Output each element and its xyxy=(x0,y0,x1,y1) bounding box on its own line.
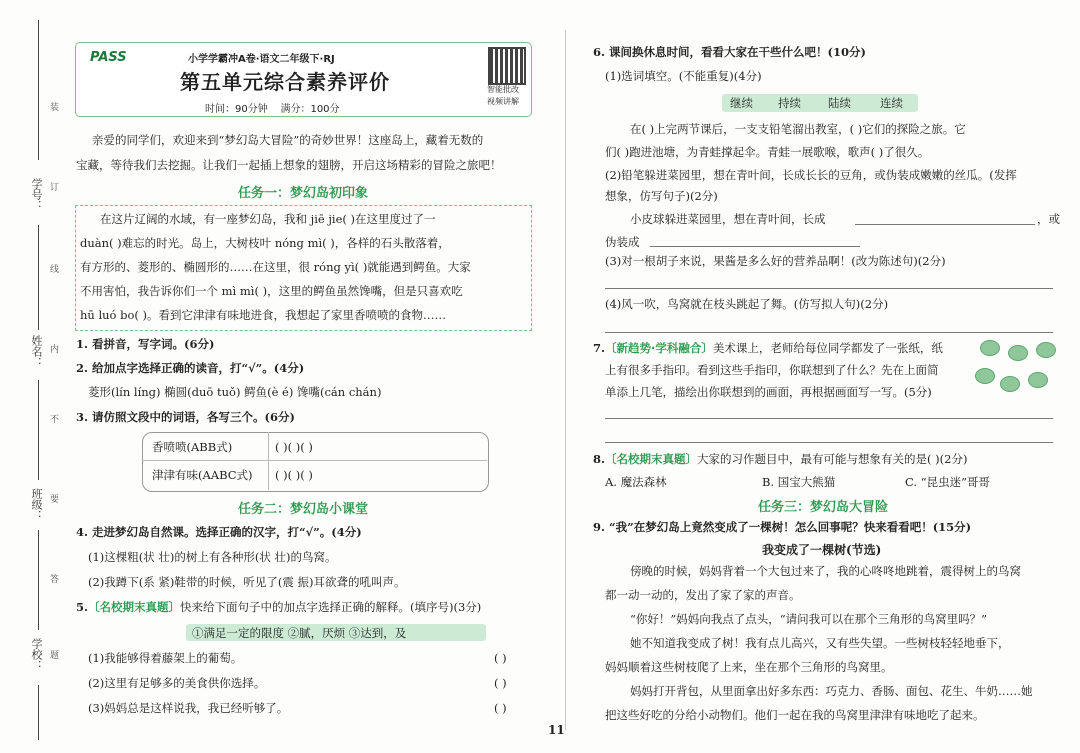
q6-option: 陆续 xyxy=(828,96,851,110)
q6-part2: 想象，仿写句子)(2分) xyxy=(605,189,718,203)
q4-item[interactable]: (1)这棵粗(状 壮)的树上有各种形(状 壮)的鸟窝。 xyxy=(88,550,337,564)
q3-label-aabc: 津津有味(AABC式) xyxy=(152,468,253,482)
q7-tag: 〔新趋势·学科融合〕 xyxy=(605,341,713,355)
binding-line xyxy=(38,380,39,480)
pass-logo: PASS xyxy=(90,50,127,65)
q5-item: (1)我能够得着藤架上的葡萄。 xyxy=(88,651,243,665)
q6-option: 连续 xyxy=(880,96,903,110)
question-1: 1. 看拼音，写字词。(6分) xyxy=(76,337,215,351)
label-student-id: 学号： xyxy=(30,178,43,211)
cut-char: 答 xyxy=(50,575,60,585)
answer-line[interactable] xyxy=(605,442,1053,443)
q8-tag: 〔名校期末真题〕 xyxy=(605,452,698,466)
q5-answer-paren[interactable]: ( ) xyxy=(494,651,507,665)
q6-fill-c: 伪装成 xyxy=(605,235,640,249)
question-2: 2. 给加点字选择正确的读音，打“√”。(4分) xyxy=(76,361,305,375)
fingerprint-icon[interactable] xyxy=(1008,345,1028,361)
q7-number: 7. xyxy=(593,341,606,355)
page-title: 第五单元综合素养评价 xyxy=(180,70,390,94)
q6-option: 持续 xyxy=(778,96,801,110)
q6-part3: (3)对一根胡子来说，果酱是多么好的营养品啊！(改为陈述句)(2分) xyxy=(605,254,946,268)
q7-text: 单添上几笔，描绘出你联想到的画面，再根据画面写一写。(5分) xyxy=(605,385,932,399)
passage-line: 不用害怕，我告诉你们一个 mì mì( )，这里的鳄鱼虽然馋嘴，但是只喜欢吃 xyxy=(80,284,463,298)
fingerprint-icon[interactable] xyxy=(1036,342,1056,358)
fingerprint-icon[interactable] xyxy=(1000,376,1020,392)
q3-blanks-row1[interactable]: ( )( )( ) xyxy=(275,440,313,454)
q6-fill-b: ，或 xyxy=(1037,212,1060,226)
cut-char: 内 xyxy=(50,345,60,355)
question-8 xyxy=(593,451,967,467)
q6-text[interactable]: 在( )上完两节课后，一支支铅笔溜出教室，( )它们的探险之旅。它 xyxy=(630,122,966,136)
answer-line[interactable] xyxy=(855,224,1035,225)
binding-strip xyxy=(0,0,70,753)
q5-answer-paren[interactable]: ( ) xyxy=(494,676,507,690)
task1-title: 任务一：梦幻岛初印象 xyxy=(238,186,369,201)
q3-blanks-row2[interactable]: ( )( )( ) xyxy=(275,468,313,482)
answer-line[interactable] xyxy=(605,332,1053,333)
q5-text: 快来给下面句子中的加点字选择正确的解释。(填序号)(3分) xyxy=(180,600,482,614)
passage-line: hū luó bo( )。看到它津津有味地进食，我想起了家里香喷喷的食物…… xyxy=(80,308,447,322)
q8-option-c[interactable]: C. “昆虫迷”哥哥 xyxy=(905,475,990,489)
time-score xyxy=(205,100,340,115)
q4-item[interactable]: (2)我蹲下(系 紧)鞋带的时候，听见了(震 振)耳欲聋的吼叫声。 xyxy=(88,575,406,589)
passage-line: 在这片辽阔的水域，有一座梦幻岛，我和 jiē jie( )在这里度过了一 xyxy=(100,212,436,226)
question-9: 9. “我”在梦幻岛上竟然变成了一棵树！怎么回事呢？快来看看吧！(15分) xyxy=(593,520,972,534)
q7-text: 美术课上，老师给每位同学都发了一张纸，纸 xyxy=(712,341,943,355)
fingerprint-icon[interactable] xyxy=(980,340,1000,356)
binding-line xyxy=(38,530,39,630)
q6-text[interactable]: 们( )跑进池塘，为青蛙撑起伞。青蛙一展歌喉，歌声( )了很久。 xyxy=(605,145,930,159)
answer-line[interactable] xyxy=(605,288,1053,289)
q8-number: 8. xyxy=(593,452,606,466)
fingerprint-icon[interactable] xyxy=(1028,372,1048,388)
qr-caption: 视频讲解 xyxy=(487,97,519,106)
cut-char: 线 xyxy=(50,265,60,275)
question-5 xyxy=(76,599,481,615)
q6-part4: (4)风一吹，鸟窝就在枝头跳起了舞。(仿写拟人句)(2分) xyxy=(605,297,889,311)
cut-char: 订 xyxy=(50,183,60,193)
binding-line xyxy=(38,685,39,740)
q6-part2: (2)铅笔躲进菜园里，想在青叶间，长成长长的豆角，或伪装成嫩嫩的丝瓜。(发挥 xyxy=(605,168,1017,182)
story-line: 把这些好吃的分给小动物们。他们一起在我的鸟窝里津津有味地吃了起来。 xyxy=(605,708,985,722)
q5-item: (3)妈妈总是这样说我，我已经听够了。 xyxy=(88,701,289,715)
q5-item: (2)这里有足够多的美食供你选择。 xyxy=(88,676,266,690)
binding-line xyxy=(38,20,39,160)
story-line: 傍晚的时候，妈妈背着一个大包过来了，我的心咚咚地跳着，震得树上的鸟窝 xyxy=(630,564,1021,578)
task2-title: 任务二：梦幻岛小课堂 xyxy=(238,502,369,517)
q7-text: 上有很多手指印。看到这些手指印，你联想到了什么？先在上面简 xyxy=(605,363,939,377)
intro-line: 亲爱的同学们，欢迎来到“梦幻岛大冒险”的奇妙世界！这座岛上，藏着无数的 xyxy=(92,133,484,147)
q3-col-divider xyxy=(268,432,269,490)
q3-row-divider xyxy=(142,460,487,461)
q5-tag: 〔名校期末真题〕 xyxy=(88,600,181,614)
series-title: 小学学霸冲A卷·语文二年级下·RJ xyxy=(188,54,335,65)
cut-char: 装 xyxy=(50,103,60,113)
full-score: 满分：100分 xyxy=(280,104,340,115)
story-line: 妈妈打开背包，从里面拿出好多东西：巧克力、香肠、面包、花生、牛奶……她 xyxy=(630,684,1033,698)
cut-char: 不 xyxy=(50,415,60,425)
time-limit: 时间：90分钟 xyxy=(205,104,268,115)
cut-char: 题 xyxy=(50,651,60,661)
story-line: “你好！”妈妈向我点了点头，“请问我可以在那个三角形的鸟窝里吗？” xyxy=(630,612,988,626)
question-7 xyxy=(593,340,943,356)
qr-code-icon[interactable] xyxy=(488,47,526,85)
task3-title: 任务三：梦幻岛大冒险 xyxy=(758,500,889,515)
question-6: 6. 课间换休息时间，看看大家在干些什么吧！(10分) xyxy=(593,45,866,59)
q8-option-b[interactable]: B. 国宝大熊猫 xyxy=(762,475,836,489)
answer-line[interactable] xyxy=(605,418,1053,419)
question-4: 4. 走进梦幻岛自然课。选择正确的汉字，打“√”。(4分) xyxy=(76,525,362,539)
qr-caption: 智能批改 xyxy=(487,85,519,94)
column-divider xyxy=(565,30,566,730)
q6-part1: (1)选词填空。(不能重复)(4分) xyxy=(605,69,762,83)
story-title: 我变成了一棵树(节选) xyxy=(762,543,882,557)
q8-option-a[interactable]: A. 魔法森林 xyxy=(605,475,667,489)
story-line: 妈妈顺着这些树枝爬了上来，坐在那个三角形的鸟窝里。 xyxy=(605,660,893,674)
q5-answer-paren[interactable]: ( ) xyxy=(494,701,507,715)
binding-line xyxy=(38,225,39,330)
q6-fill-a: 小皮球躲进菜园里，想在青叶间，长成 xyxy=(630,212,826,226)
page-number: 11 xyxy=(548,723,565,737)
q3-label-abb: 香喷喷(ABB式) xyxy=(152,440,233,454)
q6-option: 继续 xyxy=(730,96,753,110)
passage-line: 有方形的、菱形的、椭圆形的……在这里，很 róng yì( )就能遇到鳄鱼。大家 xyxy=(80,260,471,274)
q8-text: 大家的习作题目中，最有可能与想象有关的是( )(2分) xyxy=(697,452,968,466)
q2-options[interactable]: 菱形(lín líng) 椭圆(duō tuǒ) 鳄鱼(è é) 馋嘴(cán chán) xyxy=(88,385,382,399)
answer-line[interactable] xyxy=(650,246,860,247)
label-school: 学校： xyxy=(30,638,43,671)
fingerprint-icon[interactable] xyxy=(975,368,995,384)
story-line: 都一动一动的，发出了家了家的声音。 xyxy=(605,588,801,602)
q5-number: 5. xyxy=(76,600,89,614)
cut-char: 要 xyxy=(50,495,60,505)
label-class: 班级： xyxy=(30,488,43,521)
q5-options: ①满足一定的限度 ②腻，厌烦 ③达到，及 xyxy=(192,626,407,640)
question-3: 3. 请仿照文段中的词语，各写三个。(6分) xyxy=(76,410,295,424)
label-name: 姓名： xyxy=(30,335,43,368)
passage-line: duàn( )难忘的时光。岛上，大树枝叶 nóng mì( )，各样的石头散落着， xyxy=(80,236,450,250)
story-line: 她不知道我变成了树！我有点儿高兴，又有些失望。一些树枝轻轻地垂下， xyxy=(630,636,1010,650)
intro-line: 宝藏，等待我们去挖掘。让我们一起插上想象的翅膀，开启这场精彩的冒险之旅吧！ xyxy=(76,158,502,172)
